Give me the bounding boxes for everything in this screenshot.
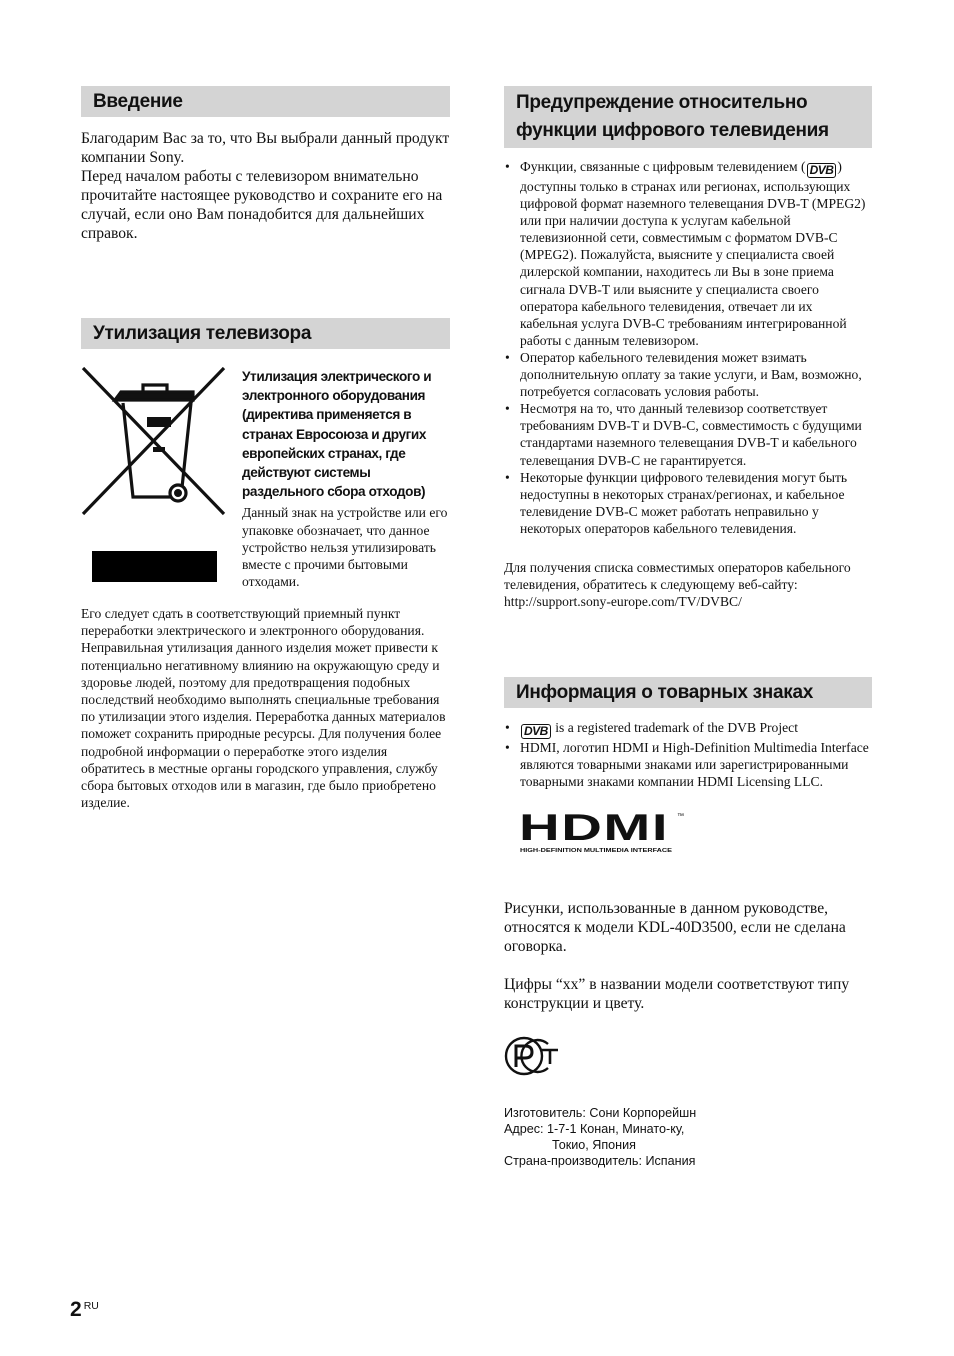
dvb-trademark-text: is a registered trademark of the DVB Project — [555, 719, 798, 735]
dvb-logo-icon: DVB — [807, 163, 837, 178]
list-item: • Оператор кабельного телевидения может взимать дополнительную оплату за такие услуги, и Вам, возможно, потребуется согласовать условия работы. — [504, 349, 872, 400]
disposal-side-text: Данный знак на устройстве или его упаковке обозначает, что данное устройство нельзя утилизировать вместе с прочими бытовыми отходами. — [242, 505, 448, 590]
intro-paragraph-1: Благодарим Вас за то, что Вы выбрали данный продукт компании Sony. — [81, 130, 450, 166]
list-item — [504, 719, 872, 739]
list-item: • Некоторые функции цифрового телевидения могут быть недоступны в некоторых странах/регионах, и кабельное телевидение DVB-C может работать неправильно у некоторых операторов кабельного телевидения. — [504, 469, 872, 537]
list-item: • Несмотря на то, что данный телевизор соответствует требованиям DVB-T и DVB-C, совместимость с будущими стандартами наземного телевещания DVB-T и кабельного телевещания DVB-C не гарантируется. — [504, 400, 872, 468]
cable-note-text: Для получения списка совместимых операторов кабельного телевидения, обратитесь к следующему веб-сайту: — [504, 559, 851, 593]
hdmi-wordmark: HDMI — [519, 807, 669, 848]
hdmi-tm: ™ — [677, 812, 684, 820]
manufacturer-info — [504, 1105, 872, 1169]
manufacturer-line-3: Токио, Япония — [552, 1137, 636, 1152]
disposal-body: Его следует сдать в соответствующий приемный пункт переработки электрического и электронного оборудования. Неправильная утилизация данного изделия может привести к потенциально негативному влиянию на окружающую среду и здоровье людей, поэтому для предотвращения подобных последствий необходимо выполнять специальные требования по утилизации этого изделия. Переработка данных материалов поможет сохранить природные ресурсы. Для получения более подробной информации о переработке этого изделия обратитесь в местные органы городского управления, службу сбора бытовых отходов или в магазин, где было приобретено изделие. — [81, 606, 446, 811]
digital-bullet-1-before: Функции, связанные с цифровым телевидением ( — [520, 159, 806, 174]
black-bar-mark — [92, 551, 217, 582]
disposal-side — [242, 367, 452, 590]
cable-note — [504, 559, 872, 611]
figures-note — [504, 899, 872, 1013]
manufacturer-line-2: Адрес: 1-7-1 Конан, Минато-ку, — [504, 1121, 685, 1136]
manufacturer-line-1: Изготовитель: Сони Корпорейшн — [504, 1105, 697, 1120]
digital-bullets — [504, 158, 872, 537]
figures-note-1: Рисунки, использованные в данном руководстве, относятся к модели KDL-40D3500, если не сделана оговорка. — [504, 899, 846, 955]
trademark-bullets — [504, 719, 872, 790]
figures-note-2: Цифры “xx” в названии модели соответствуют типу конструкции и цвету. — [504, 975, 850, 1012]
right-column — [504, 86, 872, 1169]
disposal-block — [81, 367, 450, 599]
page-language: RU — [83, 1300, 99, 1312]
digital-bullet-1-after: ) доступны только в странах или регионах, использующих цифровой формат наземного телевещания DVB-T (MPEG2) или при наличии доступа к услугам кабельной телевизионной сети, совместимым с форматом DVB-C (MPEG2). Пожалуйста, выясните у специалиста своей дилерской компании, находитесь ли Вы в зоне приема сигнала DVB-T или выясните у специалиста своего оператора кабельного телевидения, отвечает ли их кабельная услуга DVB-C требованиям интегрированной работы с данным телевизором. — [520, 159, 866, 348]
manufacturer-line-4: Страна-производитель: Испания — [504, 1153, 696, 1168]
page-number-value: 2 — [70, 1298, 82, 1321]
dvb-logo-icon: DVB — [521, 724, 551, 739]
intro-heading: Введение — [81, 86, 450, 117]
hdmi-tagline: HIGH-DEFINITION MULTIMEDIA INTERFACE — [520, 847, 673, 854]
digital-heading: Предупреждение относительно функции цифрового телевидения — [504, 86, 872, 148]
intro-paragraph-2: Перед началом работы с телевизором внимательно прочитайте настоящее руководство и сохраните его на случай, если оно Вам понадобится для дальнейших справок. — [81, 168, 443, 242]
trademarks-heading: Информация о товарных знаках — [504, 677, 872, 708]
disposal-heading: Утилизация телевизора — [81, 318, 450, 349]
page-number — [70, 1298, 99, 1322]
disposal-subtitle: Утилизация электрического и электронного оборудования (директива применяется в странах Евросоюза и других европейских странах, где действуют системы раздельного сбора отходов) — [242, 369, 432, 500]
list-item: • HDMI, логотип HDMI и High-Definition Multimedia Interface являются товарными знаками или зарегистрированными товарными знаками компании HDMI Licensing LLC. — [504, 739, 872, 790]
certification-mark-icon — [504, 1034, 562, 1078]
list-item — [504, 158, 872, 349]
left-column — [81, 86, 450, 811]
hdmi-logo-icon — [519, 808, 691, 858]
intro-text — [81, 129, 450, 243]
cable-url-link[interactable]: http://support.sony-europe.com/TV/DVBC/ — [504, 594, 742, 610]
